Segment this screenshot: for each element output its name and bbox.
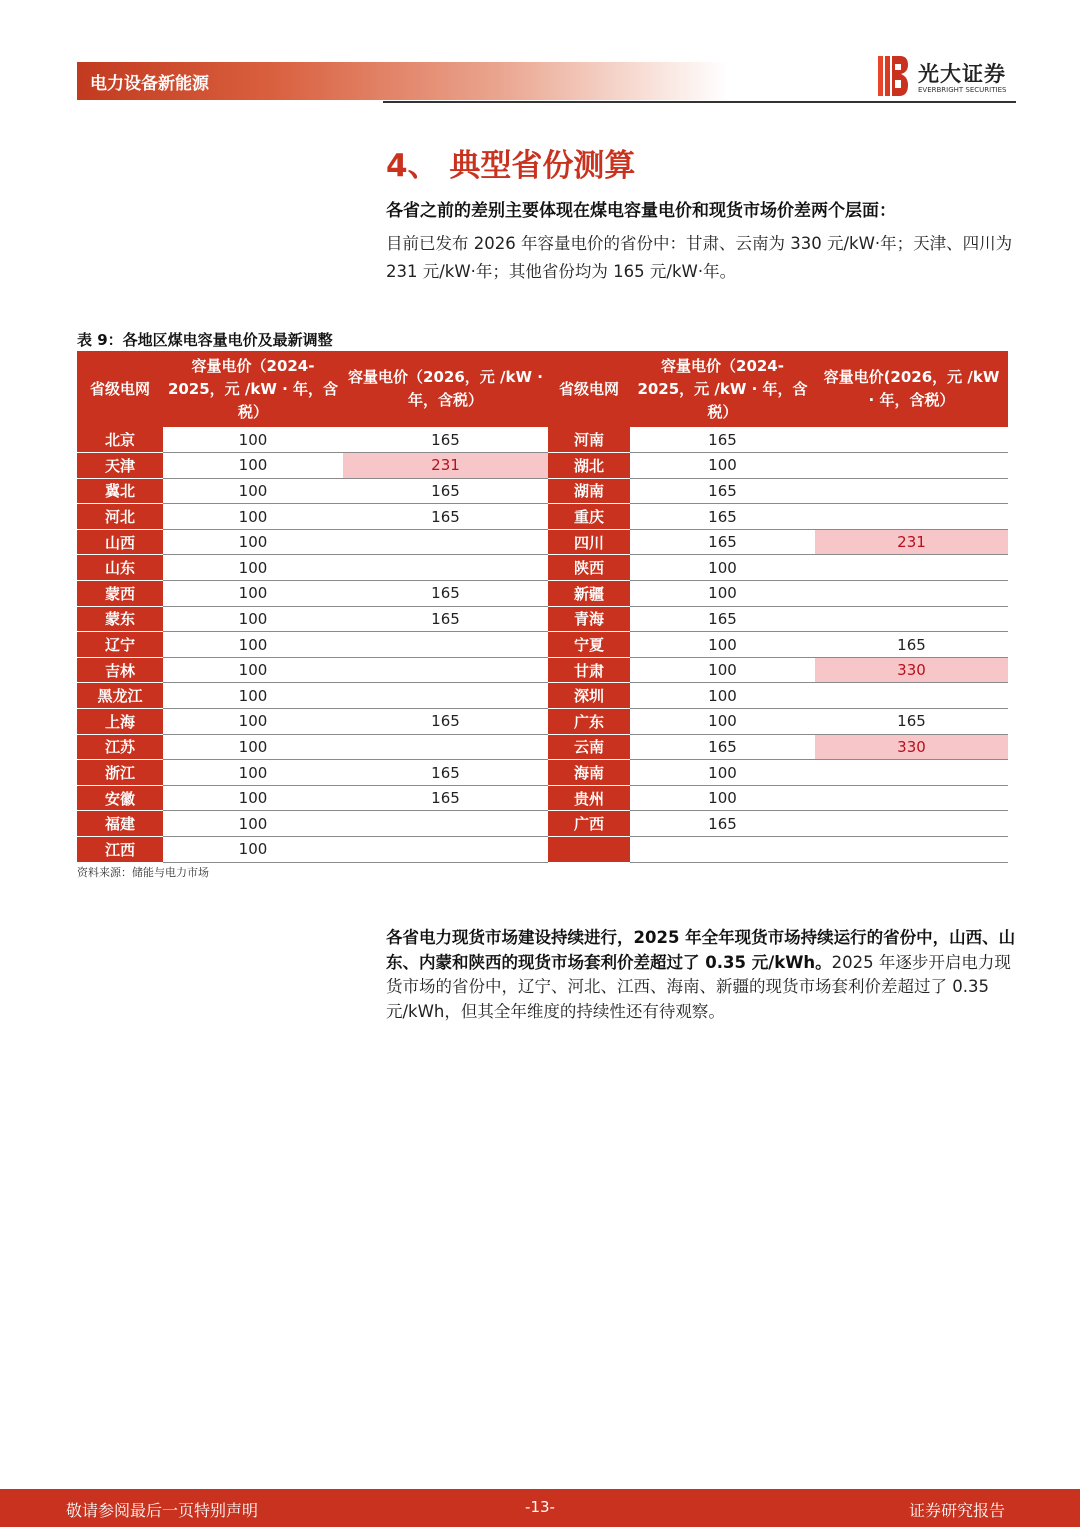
price-cell (815, 606, 1008, 632)
price-cell: 100 (630, 555, 815, 581)
column-header: 容量电价（2024-2025，元 /kW · 年，含税） (630, 351, 815, 427)
price-cell: 165 (343, 504, 548, 530)
province-cell: 陕西 (548, 555, 630, 581)
province-cell: 广西 (548, 811, 630, 837)
price-cell: 100 (163, 709, 343, 735)
province-cell: 安徽 (77, 785, 163, 811)
company-logo (878, 56, 1018, 98)
price-cell: 100 (163, 581, 343, 607)
price-cell (343, 734, 548, 760)
table-row (77, 683, 1008, 709)
column-header: 省级电网 (77, 351, 163, 427)
price-cell: 231 (815, 529, 1008, 555)
price-cell: 165 (630, 606, 815, 632)
province-cell: 北京 (77, 427, 163, 453)
price-cell: 100 (163, 811, 343, 837)
price-cell: 100 (163, 785, 343, 811)
province-cell: 四川 (548, 529, 630, 555)
price-cell (343, 529, 548, 555)
footer-disclaimer: 敬请参阅最后一页特别声明 (66, 1501, 259, 1520)
table-header-row (77, 351, 1008, 427)
price-cell: 330 (815, 657, 1008, 683)
price-cell: 100 (163, 529, 343, 555)
logo-subtext: EVERBRIGHT SECURITIES (918, 86, 1007, 94)
province-cell: 深圳 (548, 683, 630, 709)
price-cell: 100 (163, 760, 343, 786)
province-cell: 上海 (77, 709, 163, 735)
logo-text: 光大证券 (918, 62, 1006, 86)
price-cell: 100 (163, 734, 343, 760)
price-cell (343, 632, 548, 658)
province-cell: 海南 (548, 760, 630, 786)
province-cell: 蒙西 (77, 581, 163, 607)
price-cell: 100 (630, 785, 815, 811)
price-cell: 165 (343, 581, 548, 607)
price-cell (343, 657, 548, 683)
price-cell: 330 (815, 734, 1008, 760)
province-cell: 新疆 (548, 581, 630, 607)
province-cell: 河南 (548, 427, 630, 453)
price-cell: 165 (630, 529, 815, 555)
price-cell (815, 785, 1008, 811)
province-cell: 山西 (77, 529, 163, 555)
price-cell (815, 811, 1008, 837)
section-heading: 4、 典型省份测算 (386, 148, 636, 184)
price-cell: 100 (630, 683, 815, 709)
province-cell (548, 837, 630, 863)
table-row (77, 427, 1008, 453)
table-row (77, 837, 1008, 863)
price-cell (815, 427, 1008, 453)
province-cell: 山东 (77, 555, 163, 581)
table-row (77, 581, 1008, 607)
column-header: 容量电价(2026，元 /kW · 年，含税） (815, 351, 1008, 427)
price-cell: 165 (815, 709, 1008, 735)
table-row (77, 555, 1008, 581)
price-cell: 100 (163, 837, 343, 863)
province-cell: 冀北 (77, 478, 163, 504)
price-cell (815, 555, 1008, 581)
price-cell (815, 581, 1008, 607)
table-row (77, 529, 1008, 555)
price-cell (815, 837, 1008, 863)
price-cell (815, 683, 1008, 709)
header-rule (383, 101, 1016, 103)
price-cell: 100 (163, 683, 343, 709)
province-cell: 吉林 (77, 657, 163, 683)
price-cell: 165 (815, 632, 1008, 658)
price-cell: 165 (343, 606, 548, 632)
price-cell (815, 478, 1008, 504)
price-cell: 165 (630, 734, 815, 760)
column-header: 容量电价（2026，元 /kW · 年，含税） (343, 351, 548, 427)
price-cell: 165 (343, 709, 548, 735)
price-cell: 100 (163, 478, 343, 504)
province-cell: 湖南 (548, 478, 630, 504)
analysis-normal-text: 2025 年逐步开启电力现货市场的省份中，辽宁、河北、江西、海南、新疆的现货市场套利价差超过了 0.35 元/kWh，但其全年维度的持续性还有待观察。 (386, 952, 1011, 1021)
price-cell (815, 453, 1008, 479)
price-cell: 100 (630, 453, 815, 479)
price-cell (815, 760, 1008, 786)
table-row (77, 453, 1008, 479)
footer-report-type: 证券研究报告 (908, 1501, 1005, 1520)
table-row (77, 504, 1008, 530)
column-header: 省级电网 (548, 351, 630, 427)
price-cell: 165 (630, 811, 815, 837)
province-cell: 黑龙江 (77, 683, 163, 709)
price-cell (343, 555, 548, 581)
intro-paragraph: 目前已发布 2026 年容量电价的省份中：甘肃、云南为 330 元/kW·年；天津、四川为 231 元/kW·年；其他省份均为 165 元/kW·年。 (386, 234, 1013, 281)
table-row (77, 478, 1008, 504)
province-cell: 江苏 (77, 734, 163, 760)
table-row (77, 811, 1008, 837)
table-row (77, 785, 1008, 811)
province-cell: 江西 (77, 837, 163, 863)
price-cell: 100 (630, 581, 815, 607)
table-source: 资料来源：储能与电力市场 (77, 866, 209, 879)
column-header: 容量电价（2024-2025，元 /kW · 年，含税） (163, 351, 343, 427)
table-row (77, 734, 1008, 760)
price-cell: 165 (630, 478, 815, 504)
price-cell: 165 (343, 427, 548, 453)
price-cell: 100 (163, 632, 343, 658)
price-cell (630, 837, 815, 863)
price-cell: 165 (343, 760, 548, 786)
price-cell (343, 811, 548, 837)
price-cell: 165 (343, 785, 548, 811)
analysis-bold-text: 各省电力现货市场建设持续进行，2025 年全年现货市场持续运行的省份中，山西、山东、内蒙和陕西的现货市场套利价差超过了 0.35 元/kWh。 (386, 928, 1016, 972)
province-cell: 青海 (548, 606, 630, 632)
table-row (77, 632, 1008, 658)
province-cell: 广东 (548, 709, 630, 735)
table-row (77, 606, 1008, 632)
everbright-logo-icon (878, 56, 908, 96)
price-cell: 231 (343, 453, 548, 479)
price-cell: 100 (630, 760, 815, 786)
analysis-paragraph (386, 926, 1016, 1024)
province-cell: 天津 (77, 453, 163, 479)
price-cell: 100 (630, 657, 815, 683)
province-cell: 辽宁 (77, 632, 163, 658)
price-cell: 165 (343, 478, 548, 504)
province-cell: 福建 (77, 811, 163, 837)
table-row (77, 760, 1008, 786)
price-cell (815, 504, 1008, 530)
table-row (77, 709, 1008, 735)
price-cell: 100 (630, 709, 815, 735)
price-cell: 100 (163, 453, 343, 479)
price-cell: 100 (630, 632, 815, 658)
table-body (77, 427, 1008, 862)
province-cell: 贵州 (548, 785, 630, 811)
price-cell: 165 (630, 427, 815, 453)
province-cell: 宁夏 (548, 632, 630, 658)
price-cell: 100 (163, 657, 343, 683)
price-cell: 165 (630, 504, 815, 530)
table-title: 表 9：各地区煤电容量电价及最新调整 (77, 331, 333, 349)
section-label: 电力设备新能源 (90, 74, 209, 94)
capacity-price-table (77, 351, 1008, 863)
price-cell (343, 837, 548, 863)
price-cell: 100 (163, 427, 343, 453)
price-cell: 100 (163, 606, 343, 632)
price-cell (343, 683, 548, 709)
price-cell: 100 (163, 504, 343, 530)
province-cell: 浙江 (77, 760, 163, 786)
table-row (77, 657, 1008, 683)
province-cell: 甘肃 (548, 657, 630, 683)
province-cell: 云南 (548, 734, 630, 760)
page-number: -13- (525, 1498, 555, 1516)
province-cell: 河北 (77, 504, 163, 530)
province-cell: 重庆 (548, 504, 630, 530)
lead-sentence: 各省之前的差别主要体现在煤电容量电价和现货市场价差两个层面： (386, 201, 896, 221)
province-cell: 湖北 (548, 453, 630, 479)
price-cell: 100 (163, 555, 343, 581)
province-cell: 蒙东 (77, 606, 163, 632)
